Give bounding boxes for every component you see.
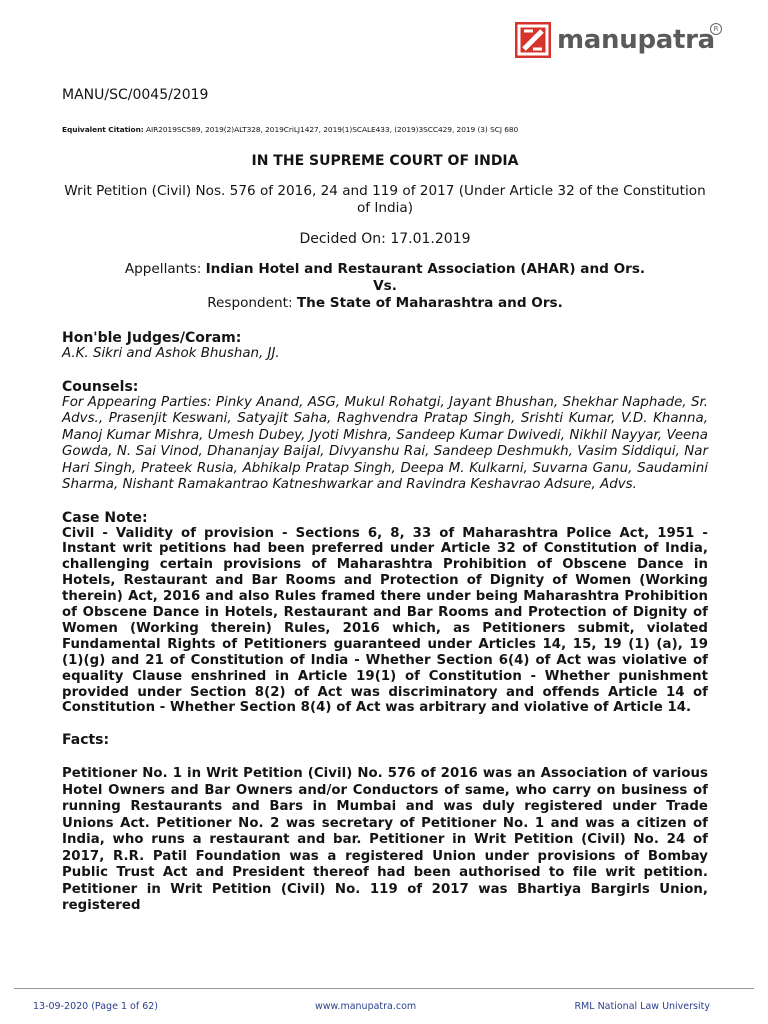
appellants-label: Appellants: [124,261,202,277]
parties [62,261,708,312]
appellants-line [62,261,708,278]
logo-text: manupatra [557,25,715,55]
footer-page-info: 13-09-2020 (Page 1 of 62) [33,1001,158,1012]
respondent-label: Respondent: [207,295,293,311]
equivalent-citation [62,125,708,134]
respondent-name: The State of Maharashtra and Ors. [296,295,563,311]
judges-section [62,330,708,363]
counsels-heading: Counsels: [62,378,139,395]
document-body [62,87,708,915]
decided-on: Decided On: 17.01.2019 [299,231,471,247]
judges-names: A.K. Sikri and Ashok Bhushan, JJ. [62,346,280,361]
counsels-text: For Appearing Parties: Pinky Anand, ASG, Mukul Rohatgi, Jayant Bhushan, Shekhar Naphade, Sr. Advs., Prasenjit Keswani, Satyajit Saha, Raghvendra Pratap Singh, Srishti Kumar, V.D. Khanna, Manoj Kumar Mishra, Umesh Dubey, Jyoti Mishra, Sandeep Kumar Dwivedi, Nikhil Nayyar, Veena Gowda, N. Sai Vinod, Dhananjay Baijal, Divyanshu Rai, Sandeep Deshmukh, Vasim Siddiqui, Nar Hari Singh, Prateek Rusia, Abhikalp Pratap Singh, Deepa M. Kulkarni, Suvarna Ganu, Saudamini Sharma, Nishant Ramakantrao Katneshwarkar and Ravindra Keshavrao Adsure, Advs. [62,394,708,492]
equivalent-citation-label: Equivalent Citation: [62,125,144,134]
footer-divider [14,988,754,989]
case-note-heading: Case Note: [62,509,148,526]
footer-institution: RML National Law University [574,1001,710,1012]
respondent-line [62,295,708,312]
court-name: IN THE SUPREME COURT OF INDIA [251,153,519,169]
citation-id: MANU/SC/0045/2019 [62,87,209,103]
manupatra-logo [515,20,719,60]
equivalent-citation-text: AIR2019SC589, 2019(2)ALT328, 2019CriLJ1427, 2019(1)SCALE433, (2019)3SCC429, 2019 (3) SCJ 680 [146,125,519,134]
manupatra-logo-icon [515,22,551,58]
registered-mark: R [710,23,722,35]
counsels-section [62,379,708,494]
footer-website-link[interactable]: www.manupatra.com [315,1001,417,1012]
writ-petition: Writ Petition (Civil) Nos. 576 of 2016, 24 and 119 of 2017 (Under Article 32 of the Constitution of India) [64,183,706,216]
facts-heading: Facts: [62,732,110,749]
case-note-section [62,510,708,717]
appellants-name: Indian Hotel and Restaurant Association (AHAR) and Ors. [205,261,646,277]
facts-text: Petitioner No. 1 in Writ Petition (Civil) No. 576 of 2016 was an Association of various Hotel Owners and Bar Owners and/or Conductors of same, who carry on business of running Restaurants and Bars in Mumbai and was duly registered under Trade Unions Act. Petitioner No. 2 was secretary of Petitioner No. 1 and was a citizen of India, who runs a restaurant and bar. Petitioner in Writ Petition (Civil) No. 24 of 2017, R.R. Patil Foundation was a registered Union under provisions of Bombay Public Trust Act and President thereof had been authorised to file writ petition. Petitioner in Writ Petition (Civil) No. 119 of 2017 was Bhartiya Bargirls Union, registered [62,766,708,914]
judges-heading: Hon'ble Judges/Coram: [62,330,242,346]
versus: Vs. [373,278,397,294]
case-note-text: Civil - Validity of provision - Sections 6, 8, 33 of Maharashtra Police Act, 1951 - Instant writ petitions had been preferred under Article 32 of Constitution of India, challenging certain provisions of Maharashtra Prohibition of Obscene Dance in Hotels, Restaurant and Bar Rooms and Protection of Dignity of Women (Working therein) Act, 2016 and also Rules framed there under being Maharashtra Prohibition of Obscene Dance in Hotels, Restaurant and Bar Rooms and Protection of Dignity of Women (Working therein) Rules, 2016 which, as Petitioners submit, violated Fundamental Rights of Petitioners guaranteed under Articles 14, 15, 19 (1) (a), 19 (1)(g) and 21 of Constitution of India - Whether Section 6(4) of Act was violative of equality Clause enshrined in Article 19(1) of Constitution - Whether punishment provided under Section 8(2) of Act was discriminatory and offends Article 14 of Constitution - Whether Section 8(4) of Act was arbitrary and violative of Article 14. [62,525,708,716]
